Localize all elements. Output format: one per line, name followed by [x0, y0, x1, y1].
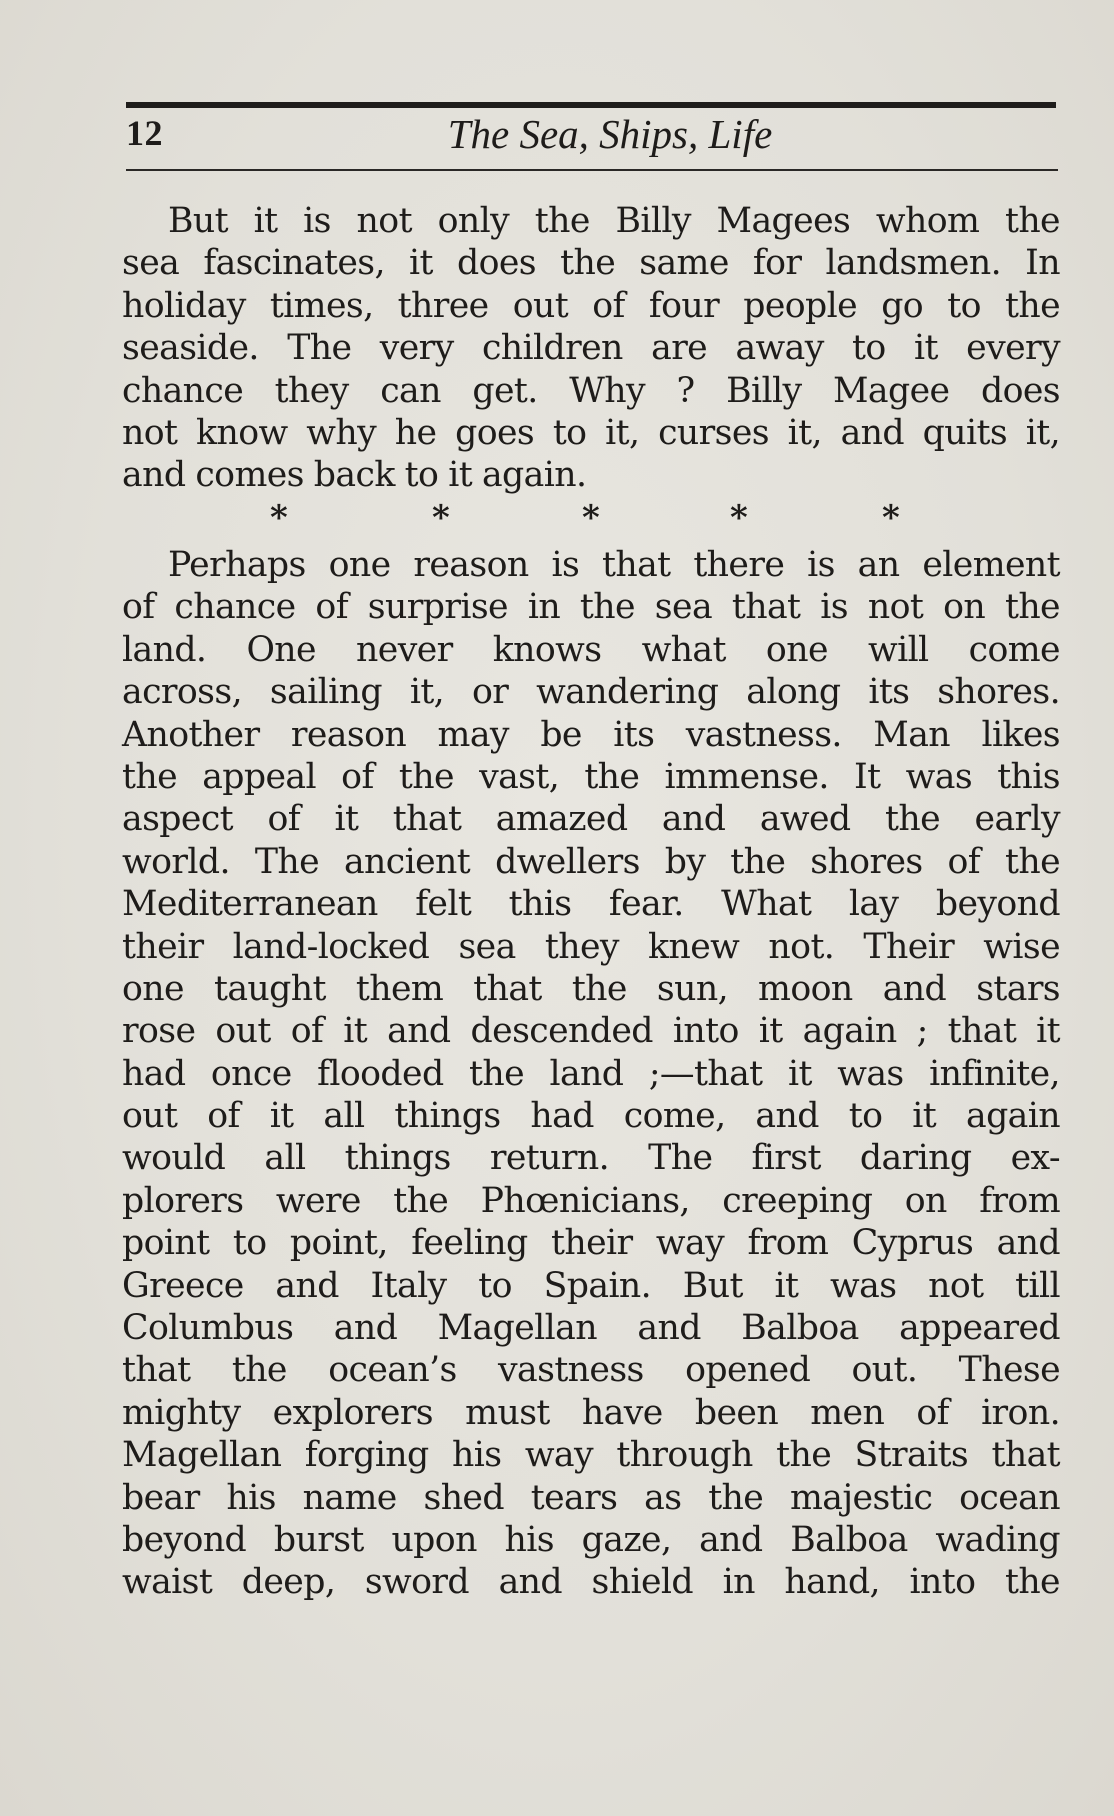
running-title: The Sea, Ships, Life	[447, 111, 773, 157]
text-line: world. The ancient dwellers by the shores of the	[122, 841, 1060, 882]
asterisk: *	[432, 498, 450, 538]
text-line: land. One never knows what one will come	[122, 629, 1060, 670]
text-line: Columbus and Magellan and Balboa appeared	[122, 1308, 1060, 1349]
text-line: bear his name shed tears as the majestic ocean	[122, 1477, 1060, 1518]
text-line: Greece and Italy to Spain. But it was not till	[122, 1265, 1060, 1306]
paragraph-1	[122, 200, 1060, 497]
text-line: Another reason may be its vastness. Man likes	[122, 714, 1060, 755]
asterisk: *	[882, 498, 900, 538]
paragraph-2	[122, 544, 1060, 1604]
text-line: mighty explorers must have been men of iron.	[122, 1392, 1060, 1433]
section-break	[270, 497, 910, 539]
text-line: that the ocean’s vastness opened out. These	[122, 1350, 1060, 1391]
text-line: the appeal of the vast, the immense. It was this	[122, 756, 1060, 797]
text-line: sea fascinates, it does the same for landsmen. In	[122, 243, 1060, 284]
text-line: one taught them that the sun, moon and stars	[122, 968, 1060, 1009]
header-rule-thick	[126, 102, 1056, 108]
text-line: rose out of it and descended into it again ; that it	[122, 1011, 1060, 1052]
text-line: Perhaps one reason is that there is an element	[168, 545, 1060, 585]
text-line: of chance of surprise in the sea that is not on the	[122, 587, 1060, 628]
text-line: out of it all things had come, and to it again	[122, 1096, 1060, 1137]
text-line: had once flooded the land ;—that it was infinite,	[122, 1053, 1060, 1094]
text-line: would all things return. The first daring ex-	[122, 1138, 1060, 1179]
asterisk: *	[730, 498, 748, 538]
text-line: chance they can get. Why ? Billy Magee does	[122, 370, 1060, 411]
text-line: holiday times, three out of four people go to the	[122, 285, 1060, 326]
text-line: their land-locked sea they knew not. Their wise	[122, 926, 1060, 967]
asterisk: *	[270, 498, 288, 538]
text-line: Mediterranean felt this fear. What lay beyond	[122, 884, 1060, 925]
header-rule-thin	[126, 169, 1058, 171]
text-line: beyond burst upon his gaze, and Balboa wading	[122, 1519, 1060, 1560]
text-line: waist deep, sword and shield in hand, into the	[122, 1562, 1060, 1603]
page-number: 12	[126, 113, 163, 153]
text-line: and comes back to it again.	[122, 455, 587, 496]
asterisk: *	[582, 498, 600, 538]
text-line: point to point, feeling their way from Cyprus and	[122, 1223, 1060, 1264]
text-line: across, sailing it, or wandering along its shores.	[122, 672, 1060, 713]
text-line: not know why he goes to it, curses it, and quits it,	[122, 412, 1060, 453]
text-line: aspect of it that amazed and awed the early	[122, 799, 1060, 840]
text-line: But it is not only the Billy Magees whom the	[168, 201, 1060, 241]
text-line: Magellan forging his way through the Straits that	[122, 1435, 1060, 1476]
text-line: plorers were the Phœnicians, creeping on from	[122, 1180, 1060, 1221]
text-line: seaside. The very children are away to it every	[122, 328, 1060, 369]
